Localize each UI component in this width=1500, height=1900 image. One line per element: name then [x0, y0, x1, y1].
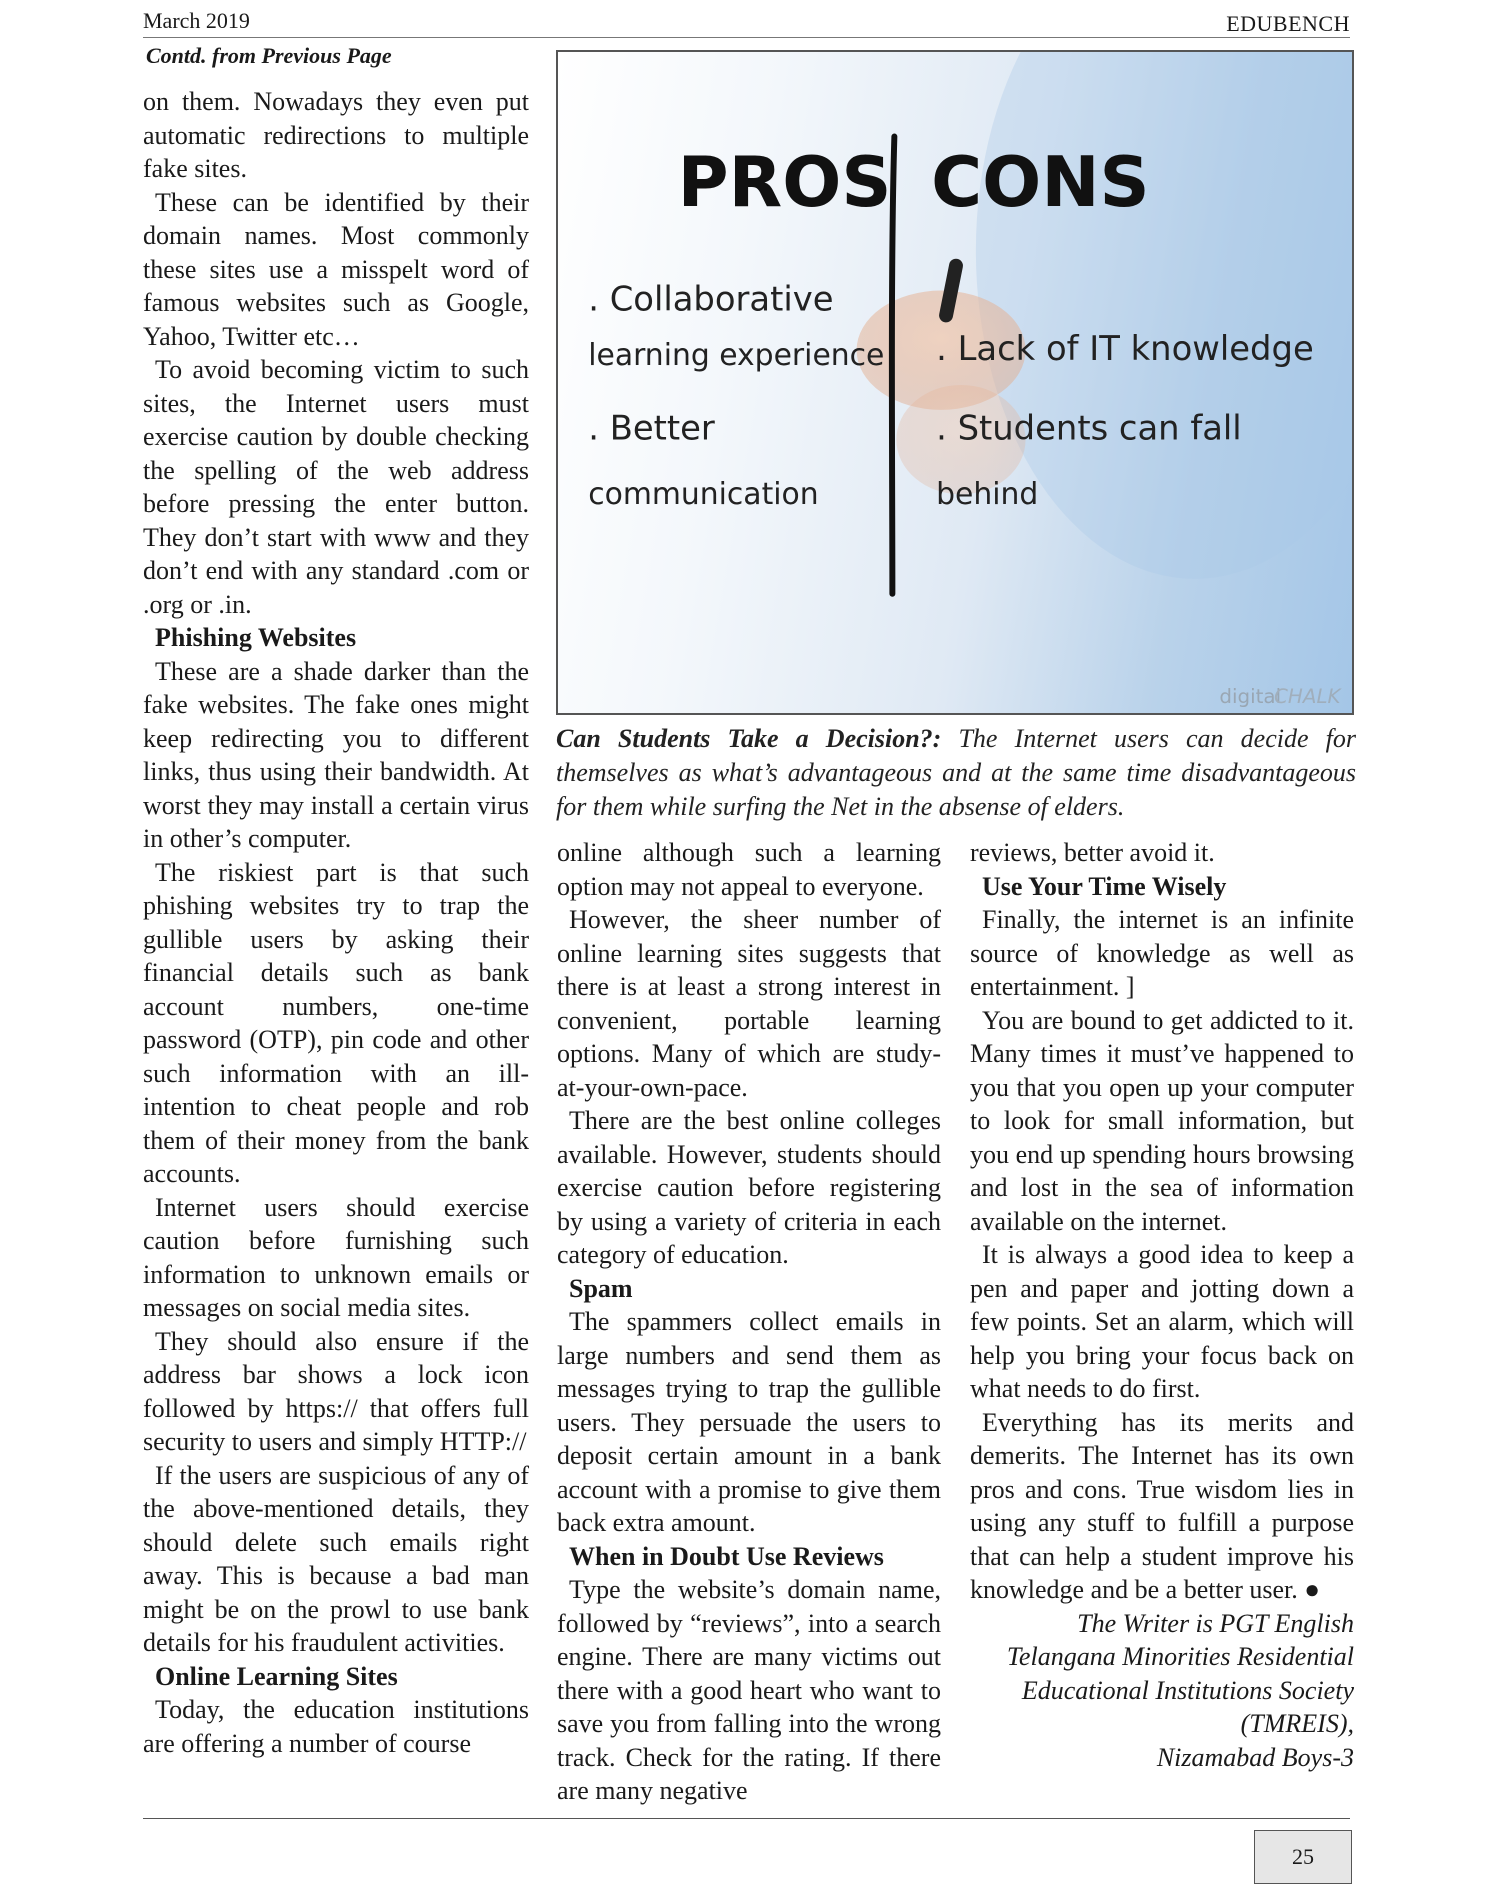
article-column-3: [970, 836, 1354, 1774]
issue-date: March 2019: [143, 8, 250, 33]
footer-rule: [143, 1818, 1350, 1819]
paragraph: The riskiest part is that such phishing websites try to trap the gullible users by asking their financial details such as bank account numbers, one-time password (OTP), pin code and other such information with an ill-intention to cheat people and rob them of their money from the bank accounts.: [143, 857, 529, 1188]
svg-text:CHALK: CHALK: [1274, 685, 1341, 709]
paragraph: reviews, better avoid it.: [970, 838, 1215, 867]
marker-icon: [946, 266, 956, 316]
section-heading-time: Use Your Time Wisely: [982, 871, 1227, 901]
cons-bullet-2: . Students can fall: [936, 408, 1242, 448]
svg-text:digital: digital: [1219, 685, 1282, 709]
article-column-1: [143, 85, 529, 1760]
author-credit-line: Telangana Minorities Residential: [1006, 1642, 1354, 1671]
publication-name: EDUBENCH: [1226, 11, 1350, 36]
author-credit-line: Educational Institutions Society: [1021, 1675, 1354, 1705]
paragraph: on them. Nowadays they even put automatic redirections to multiple fake sites.: [143, 87, 529, 183]
paragraph: These can be identified by their domain names. Most commonly these sites use a misspelt word of famous websites such as Google, Yahoo, Twitter etc…: [143, 187, 529, 351]
paragraph: Today, the education institutions are offering a number of course: [143, 1695, 529, 1758]
pros-bullet-2: . Better: [588, 408, 715, 448]
divider-line: [892, 136, 894, 593]
paragraph: The spammers collect emails in large numbers and send them as messages trying to trap the gullible users. They persuade the users to deposit certain amount in a bank account with a promise to give them back extra amount.: [557, 1307, 941, 1537]
caption-text: The Internet users can decide for themselves as what’s advantageous and at the same time disadvantageous for them while surfing the Net in the absense of elders.: [556, 724, 1356, 821]
paragraph: There are the best online colleges available. However, students should exercise caution before registering by using a variety of criteria in each category of education.: [557, 1106, 941, 1269]
author-credit-line: Nizamabad Boys-3: [1156, 1742, 1354, 1772]
paragraph: Everything has its merits and demerits. The Internet has its own pros and cons. True wisdom lies in using any stuff to fulfill a purpose that can help a student improve his knowledge and be a better user. ●: [970, 1407, 1354, 1604]
pros-cons-image: [556, 50, 1354, 715]
pros-cons-illustration: [558, 52, 1352, 713]
section-heading-reviews: When in Doubt Use Reviews: [569, 1541, 884, 1571]
section-heading-phishing: Phishing Websites: [155, 623, 357, 652]
paragraph: Type the website’s domain name, followed by “reviews”, into a search engine. There are many victims out there with a good heart who want to save you from falling into the wrong track. Check for the rating. If there are many negative: [557, 1575, 941, 1805]
section-heading-online-learning: Online Learning Sites: [155, 1661, 398, 1691]
pros-title: PROS: [677, 142, 892, 224]
paragraph: To avoid becoming victim to such sites, the Internet users must exercise caution by double checking the spelling of the web address before pressing the enter button. They don’t start with www and they don’t end with any standard .com or .org or .in.: [143, 355, 529, 619]
paragraph: It is always a good idea to keep a pen and paper and jotting down a few points. Set an alarm, which will help you bring your focus back on what needs to do first.: [970, 1240, 1354, 1403]
cons-bullet-2-cont: behind: [936, 477, 1039, 513]
article-column-2: [557, 836, 941, 1808]
paragraph: online although such a learning option may not appeal to everyone.: [557, 838, 941, 901]
pros-bullet-1: . Collaborative: [588, 279, 834, 319]
paragraph: If the users are suspicious of any of the above-mentioned details, they should delete such emails right away. This is because a bad man might be on the prowl to use bank details for his fraudulent activities.: [143, 1460, 529, 1657]
pros-bullet-2-cont: communication: [588, 477, 819, 513]
figure-caption: [556, 722, 1356, 824]
paragraph: They should also ensure if the address bar shows a lock icon followed by https:// that offers full security to users and simply HTTP://: [143, 1326, 529, 1456]
digitalchalk-watermark: [1219, 685, 1342, 708]
paragraph: You are bound to get addicted to it. Many times it must’ve happened to you that you open up your computer to look for small information, but you end up spending hours browsing and lost in the sea of information available on the internet.: [970, 1005, 1354, 1236]
pros-bullet-1-cont: learning experience: [588, 338, 885, 374]
cons-title: CONS: [931, 142, 1150, 224]
paragraph: Internet users should exercise caution before furnishing such information to unknown emails or messages on social media sites.: [143, 1192, 529, 1322]
page-number: 25: [1254, 1830, 1352, 1884]
continued-label: Contd. from Previous Page: [146, 43, 392, 68]
section-heading-spam: Spam: [569, 1273, 633, 1303]
caption-lead: Can Students Take a Decision?:: [556, 724, 942, 753]
author-credit-line: The Writer is PGT English: [1077, 1608, 1354, 1638]
author-credit-line: (TMREIS),: [1240, 1709, 1354, 1738]
header-rule: [143, 37, 1350, 38]
cons-bullet-1: . Lack of IT knowledge: [936, 329, 1314, 369]
paragraph: Finally, the internet is an infinite source of knowledge as well as entertainment. ]: [970, 905, 1354, 1001]
paragraph: However, the sheer number of online learning sites suggests that there is at least a strong interest in convenient, portable learning options. Many of which are study-at-your-own-pace.: [557, 905, 941, 1102]
paragraph: These are a shade darker than the fake websites. The fake ones might keep redirecting you to different links, thus using their bandwidth. At worst they may install a certain virus in other’s computer.: [143, 656, 529, 853]
